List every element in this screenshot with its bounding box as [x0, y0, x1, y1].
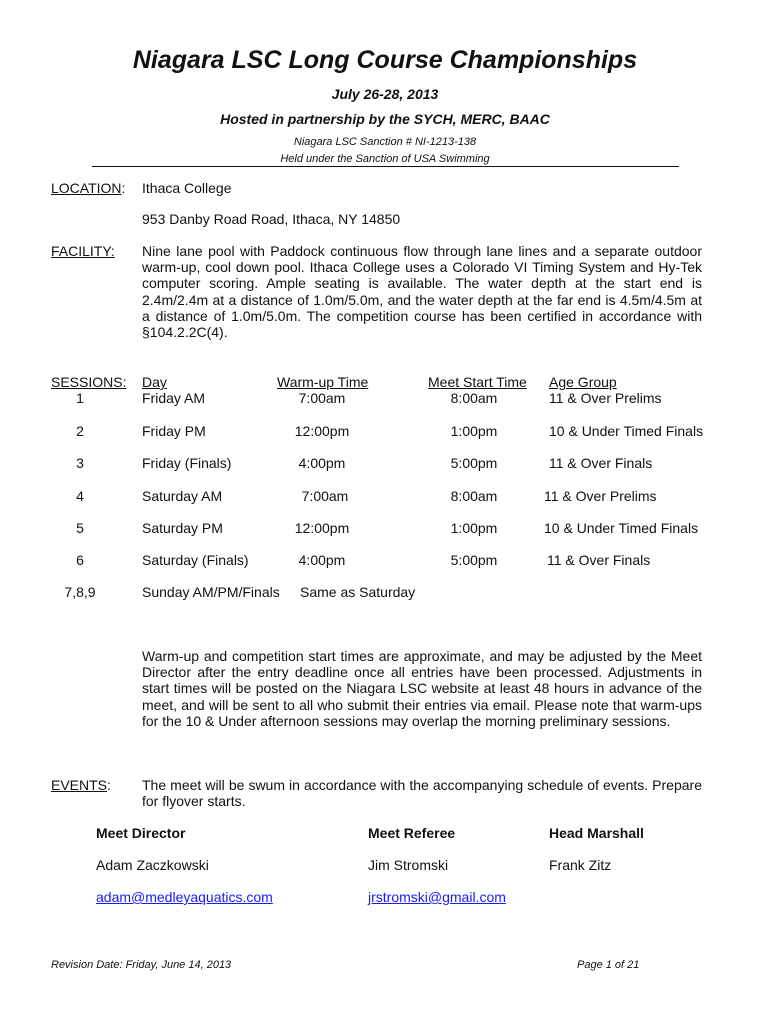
events-label-group — [51, 777, 111, 793]
session-start: 1:00pm — [450, 520, 498, 536]
sessions-note: Warm-up and competition start times are approximate, and may be adjusted by the Meet Director after the entry deadline once all entries have been processed. Adjustments in start times will be posted on the Niagara LSC website at least 48 hours in advance of the meet, and will be sent to all who submit their entries via email. Please note that warm-ups for the 10 & Under afternoon sessions may overlap the morning preliminary sessions. — [142, 648, 702, 729]
referee-title: Meet Referee — [368, 825, 456, 841]
session-day: Saturday PM — [142, 520, 223, 536]
sanction-number: Niagara LSC Sanction # NI-1213-138 — [293, 136, 477, 148]
session-day: Saturday AM — [142, 488, 223, 504]
session-start: 5:00pm — [450, 455, 498, 471]
session-age: 11 & Over Finals — [547, 552, 651, 568]
director-email-link[interactable]: adam@medleyaquatics.com — [96, 889, 273, 905]
events-colon: : — [107, 777, 111, 793]
meet-dates: July 26-28, 2013 — [331, 86, 439, 102]
header-warmup: Warm-up Time — [277, 374, 369, 390]
session-day: Friday (Finals) — [142, 455, 232, 471]
session-start: 8:00am — [450, 390, 498, 406]
header-day: Day — [142, 374, 167, 390]
session-start: 1:00pm — [450, 423, 498, 439]
session-day: Saturday (Finals) — [142, 552, 249, 568]
page-number: Page 1 of 21 — [577, 959, 640, 971]
revision-date: Revision Date: Friday, June 14, 2013 — [51, 959, 232, 971]
session-age: 11 & Over Prelims — [544, 488, 657, 504]
session-warmup: 12:00pm — [294, 520, 350, 536]
location-name: Ithaca College — [142, 180, 232, 196]
session-start: 5:00pm — [450, 552, 498, 568]
location-address: 953 Danby Road Road, Ithaca, NY 14850 — [142, 211, 401, 227]
session-age: 11 & Over Finals — [549, 455, 653, 471]
session-day: Sunday AM/PM/Finals — [142, 584, 280, 600]
hosted-by: Hosted in partnership by the SYCH, MERC, BAAC — [220, 111, 550, 127]
header-start: Meet Start Time — [428, 374, 527, 390]
header-divider — [92, 166, 679, 167]
session-age: 10 & Under Timed Finals — [549, 423, 704, 439]
session-warmup: 4:00pm — [298, 455, 346, 471]
session-age: 11 & Over Prelims — [549, 390, 662, 406]
session-number: 1 — [76, 390, 84, 406]
session-number: 3 — [76, 455, 84, 471]
session-number: 2 — [76, 423, 84, 439]
events-label: EVENTS — [51, 777, 108, 793]
director-title: Meet Director — [96, 825, 186, 841]
location-colon: : — [121, 180, 126, 196]
session-sunday-note: Same as Saturday — [300, 584, 416, 600]
session-number: 4 — [76, 488, 84, 504]
session-start: 8:00am — [450, 488, 498, 504]
sessions-label: SESSIONS: — [51, 374, 127, 390]
facility-label: FACILITY: — [51, 243, 115, 259]
session-number: 5 — [76, 520, 84, 536]
session-day: Friday PM — [142, 423, 206, 439]
director-name: Adam Zaczkowski — [96, 857, 209, 873]
session-warmup: 4:00pm — [298, 552, 346, 568]
session-warmup: 7:00am — [301, 488, 349, 504]
session-warmup: 7:00am — [298, 390, 346, 406]
session-number: 6 — [76, 552, 84, 568]
facility-text: Nine lane pool with Paddock continuous flow through lane lines and a separate outdoor warm-up, cool down pool. Ithaca College uses a Colorado VI Timing System and Hy-Tek computer scoring. Ample seating is available. The water depth at the start end is 2.4m/2.4m at a distance of 1.0m/5.0m, and the water depth at the far end is 4.5m/4.5m at a distance of 1.0m/5.0m. The competition course has been certified in accordance with §104.2.2C(4). — [142, 243, 702, 341]
referee-name: Jim Stromski — [368, 857, 449, 873]
document-title: Niagara LSC Long Course Championships — [132, 46, 638, 74]
session-number: 7,8,9 — [64, 584, 96, 600]
marshall-title: Head Marshall — [549, 825, 644, 841]
referee-email-link[interactable]: jrstromski@gmail.com — [368, 889, 506, 905]
marshall-name: Frank Zitz — [549, 857, 612, 873]
sanction-authority: Held under the Sanction of USA Swimming — [280, 153, 490, 165]
session-warmup: 12:00pm — [294, 423, 350, 439]
session-day: Friday AM — [142, 390, 206, 406]
location-label: LOCATION — [51, 180, 122, 196]
location-label-group — [51, 180, 125, 196]
session-age: 10 & Under Timed Finals — [544, 520, 699, 536]
header-age: Age Group — [549, 374, 617, 390]
events-text: The meet will be swum in accordance with the accompanying schedule of events. Prepare for flyover starts. — [142, 777, 702, 810]
